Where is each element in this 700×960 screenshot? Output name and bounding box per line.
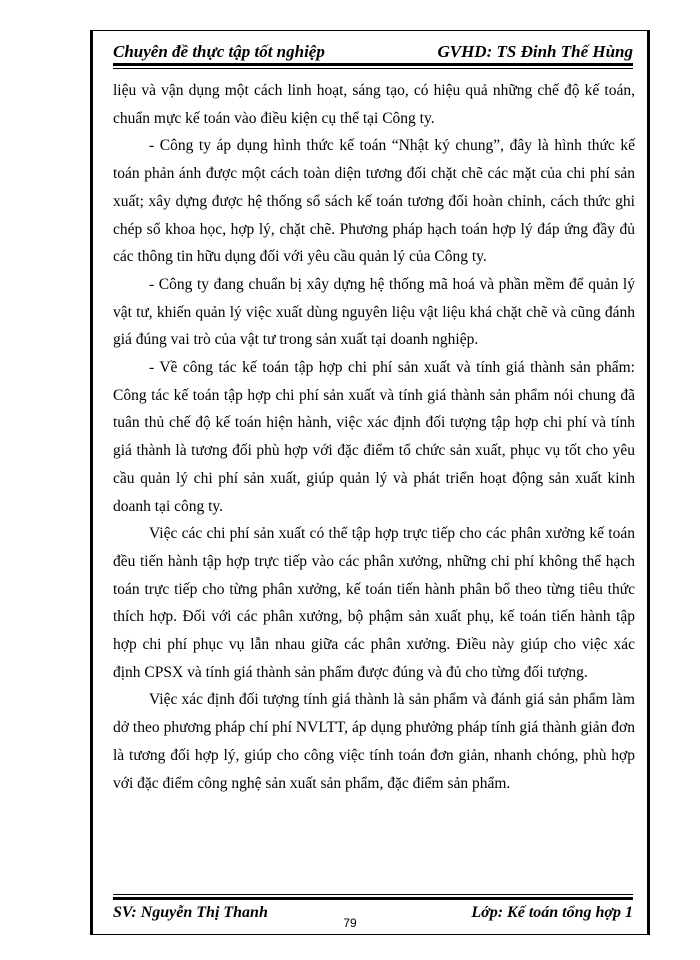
paragraph: - Công ty áp dụng hình thức kế toán “Nhật ký chung”, đây là hình thức kế toán phản ánh được một cách toàn diện tương đối chặt chẽ các mặt của chi phí sản xuất; xây dựng được hệ thống sổ sách kế toán tương đối hoàn chỉnh, cách thức ghi chép sổ khoa học, hợp lý, chặt chẽ. Phương pháp hạch toán hợp lý đáp ứng đầy đủ các thông tin hữu dụng đối với yêu cầu quản lý của Công ty. bbox=[113, 137, 635, 266]
page-number: 79 bbox=[343, 916, 357, 930]
header-supervisor: GVHD: TS Đinh Thế Hùng bbox=[437, 42, 633, 61]
paragraph: - Về công tác kế toán tập hợp chi phí sản xuất và tính giá thành sản phẩm: Công tác kế toán tập hợp chi phí sản xuất và tính giá thành sản phẩm nói chung đã tuân thủ chế độ kế toán hiện hành, việc xác định đối tượng tập hợp chi phí và tính giá thành là tương đối phù hợp với đặc điểm tổ chức sản xuất, phục vụ tốt cho yêu cầu quản lý chi phí sản xuất, giúp quản lý và phát triển hoạt động sản xuất kinh doanh tại công ty. bbox=[113, 359, 635, 515]
paragraph: - Công ty đang chuẩn bị xây dựng hệ thống mã hoá và phần mềm để quản lý vật tư, khiến quản lý việc xuất dùng nguyên liệu vật liệu khá chặt chẽ và cũng đánh giá đúng vai trò của vật tư trong sản xuất tại doanh nghiệp. bbox=[113, 275, 635, 349]
footer-rule bbox=[113, 894, 633, 900]
page-header bbox=[113, 36, 633, 62]
document-body bbox=[113, 77, 635, 797]
paragraph: Việc các chi phí sản xuất có thể tập hợp trực tiếp cho các phân xưởng kế toán đều tiến hành tập hợp trực tiếp vào các phân xưởng, những chi phí không thể hạch toán trực tiếp cho từng phân xưởng, kế toán tiến hành phân bổ theo từng tiêu thức thích hợp. Đối với các phân xưởng, bộ phậm sản xuất phụ, kế toán tiến hành tập hợp chi phí phục vụ lẫn nhau giữa các phân xưởng. Điều này giúp cho việc xác định CPSX và tính giá thành sản phẩm được đúng và đủ cho từng đối tượng. bbox=[113, 525, 635, 681]
footer-class: Lớp: Kế toán tổng hợp 1 bbox=[471, 904, 633, 921]
header-title: Chuyên đề thực tập tốt nghiệp bbox=[113, 42, 325, 61]
header-rule bbox=[113, 63, 633, 69]
paragraph: Việc xác định đối tượng tính giá thành là sản phẩm và đánh giá sản phẩm làm dở theo phương pháp chí phí NVLTT, áp dụng phưởng pháp tính giá thành giản đơn là tương đối hợp lý, giúp cho công việc tính toán đơn giản, nhanh chóng, phù hợp với đặc điểm công nghệ sản xuất sản phẩm, đặc điểm sản phẩm. bbox=[113, 691, 635, 792]
paragraph: liệu và vận dụng một cách linh hoạt, sáng tạo, có hiệu quả những chế độ kế toán, chuẩn mực kế toán vào điều kiện cụ thể tại Công ty. bbox=[113, 82, 635, 127]
footer-student: SV: Nguyễn Thị Thanh bbox=[113, 904, 268, 921]
